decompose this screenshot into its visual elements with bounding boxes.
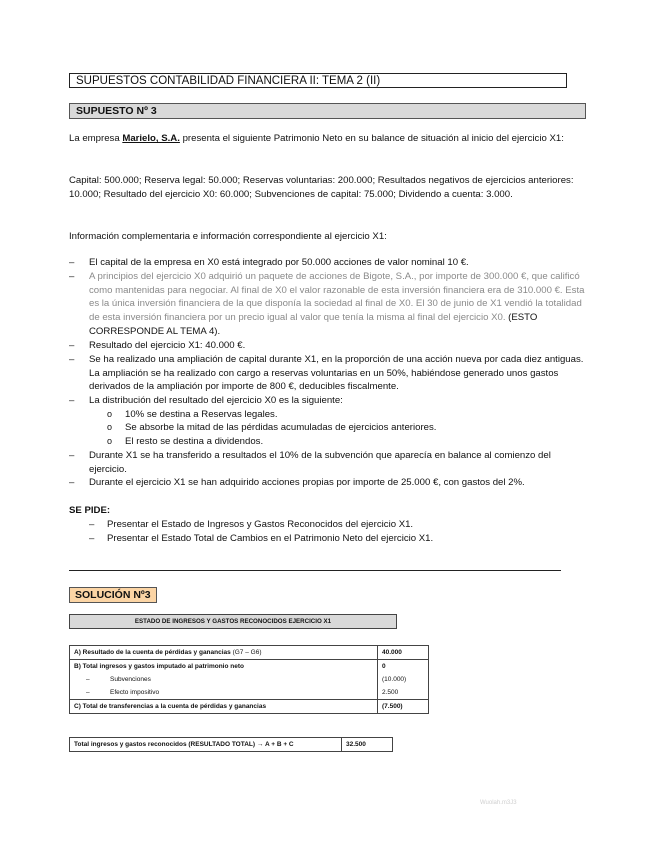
sub-list-item: o El resto se destina a dividendos. [107,436,264,447]
list-item: – A principios del ejercicio X0 adquirió un paquete de acciones de Bigote, S.A., por importe de 300.000 €, que calificó como mantenidas para negociar. Al final de X0 el valor razonable de esta inversión financiera era de 310.000 €. Esta es la única inversión financiera de la que disponía la sociedad al final de X0. El 30 de junio de X1 vendió la totalidad de esta inversión financiera por un precio igual al valor que tenía la misma al final del ejercicio X0. (ESTO CORRESPONDE AL TEMA 4). [69,271,585,337]
list-item: – Durante X1 se ha transferido a resultados el 10% de la subvención que aparecía en balance al comienzo del ejercicio. [69,450,551,475]
arrow-icon: → [256,741,264,748]
list-item: – El capital de la empresa en X0 está integrado por 50.000 acciones de valor nominal 10 €. [69,257,469,268]
request-item: – Presentar el Estado Total de Cambios en el Patrimonio Neto del ejercicio X1. [89,533,434,544]
supuesto-heading: SUPUESTO Nº 3 [69,103,586,119]
list-item: – Se ha realizado una ampliación de capital durante X1, en la proporción de una acción nueva por cada diez antiguas. La ampliación se ha realizado con cargo a reservas voluntarias en un 50%, habiéndose generado unos gastos derivados de la ampliación por importe de 800 €, deducibles fiscalmente. [69,354,584,393]
table-heading: ESTADO DE INGRESOS Y GASTOS RECONOCIDOS EJERCICIO X1 [69,614,397,629]
company-name: Marielo, S.A. [122,133,180,144]
sub-list-item: o Se absorbe la mitad de las pérdidas acumuladas de ejercicios anteriores. [107,422,437,433]
patrimonio-paragraph: Capital: 500.000; Reserva legal: 50.000; Reservas voluntarias: 200.000; Resultados negativos de ejercicios anteriores: 10.000; Resultado del ejercicio X0: 60.000; Subvenciones de capital: 75.000; Dividendo a cuenta: 3.000. [69,175,574,200]
list-item: – Durante el ejercicio X1 se han adquirido acciones propias por importe de 25.000 €, con gastos del 2%. [69,477,525,488]
table-row: – Efecto impositivo 2.500 [70,686,429,700]
total-table [69,737,393,752]
table-row: A) Resultado de la cuenta de pérdidas y ganancias (G7 – G6) 40.000 [70,646,429,660]
list-item: – La distribución del resultado del ejercicio X0 es la siguiente: [69,395,343,406]
info-heading: Información complementaria e información correspondiente al ejercicio X1: [69,231,387,242]
page-title: SUPUESTOS CONTABILIDAD FINANCIERA II: TEMA 2 (II) [69,73,567,88]
sub-list-item: o 10% se destina a Reservas legales. [107,409,278,420]
watermark: Wuolah.m3J3 [480,800,517,806]
table-row: B) Total ingresos y gastos imputado al patrimonio neto 0 [70,660,429,674]
request-item: – Presentar el Estado de Ingresos y Gastos Reconocidos del ejercicio X1. [89,519,414,530]
divider [69,570,561,571]
solucion-heading: SOLUCIÓN Nº3 [69,587,157,603]
table-row: Total ingresos y gastos reconocidos (RESULTADO TOTAL) → A + B + C 32.500 [70,738,393,752]
list-item: – Resultado del ejercicio X1: 40.000 €. [69,340,246,351]
table-row: – Subvenciones (10.000) [70,673,429,686]
se-pide-heading: SE PIDE: [69,505,111,516]
results-table [69,645,429,714]
intro-paragraph: La empresa Marielo, S.A. presenta el siguiente Patrimonio Neto en su balance de situación al inicio del ejercicio X1: [69,133,564,144]
table-row: C) Total de transferencias a la cuenta de pérdidas y ganancias (7.500) [70,700,429,714]
